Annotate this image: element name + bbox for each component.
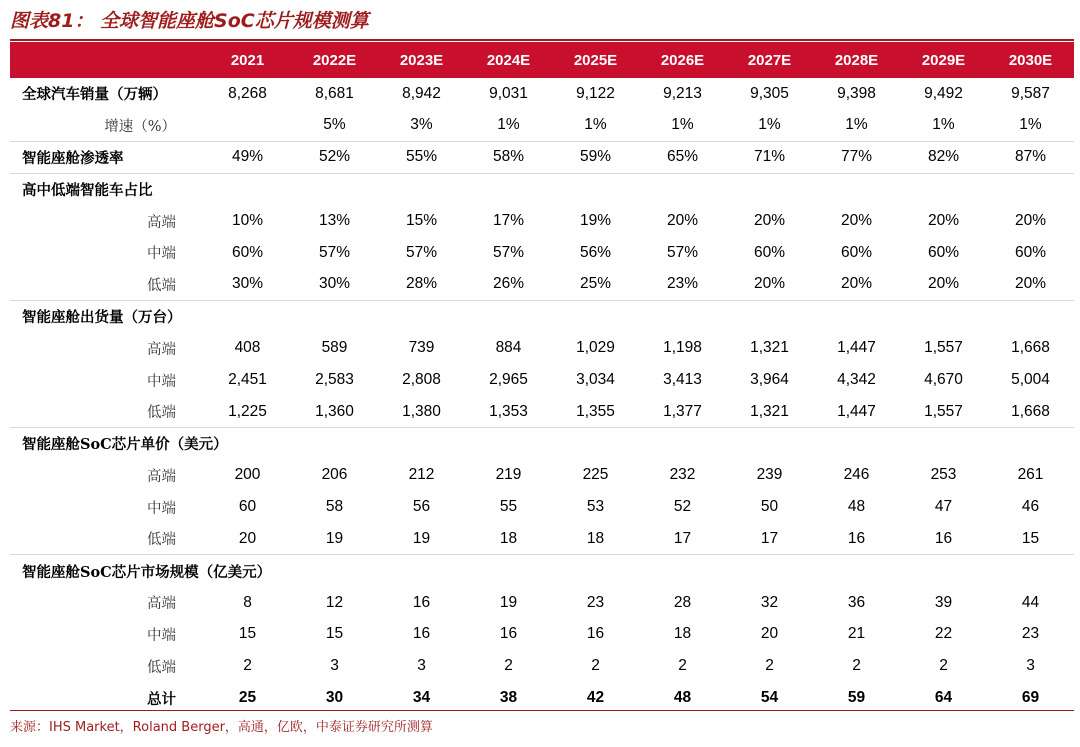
table-cell (639, 301, 726, 333)
header-cell: 2022E (291, 42, 378, 78)
table-cell: 55% (378, 142, 465, 174)
table-cell: 55 (499, 498, 518, 516)
table-cell: 212 (408, 466, 435, 484)
table-cell: 4,342 (837, 371, 876, 389)
table-cell: 239 (756, 466, 783, 484)
table-cell: 408 (234, 339, 261, 357)
table-cell: 53 (586, 498, 605, 516)
table-cell (900, 555, 987, 587)
table-cell: 3,964 (750, 371, 789, 389)
table-cell: 38 (499, 689, 518, 707)
table-cell: 10% (231, 212, 264, 230)
table-cell: 16 (900, 523, 987, 555)
title-divider (10, 39, 1074, 41)
row-label: 智能座舱出货量（万台） (22, 309, 182, 327)
row-label: 中端 (147, 373, 176, 390)
table-row (10, 332, 1074, 364)
table-cell (465, 173, 552, 205)
table-cell (552, 173, 639, 205)
table-cell: 1,029 (576, 339, 615, 357)
header-cell: 2027E (726, 42, 813, 78)
table-cell (552, 555, 639, 587)
table-cell: 1% (813, 110, 900, 142)
table-cell (726, 173, 813, 205)
table-cell: 28 (673, 593, 692, 611)
table-row (10, 269, 1074, 301)
table-cell (378, 428, 465, 460)
row-label: 中端 (147, 627, 176, 644)
table-cell (552, 428, 639, 460)
table-cell (900, 173, 987, 205)
table-cell (813, 428, 900, 460)
table-cell: 20% (1014, 212, 1047, 230)
table-cell: 1% (465, 110, 552, 142)
table-row (10, 364, 1074, 396)
table-row (10, 491, 1074, 523)
header-cell: 2029E (900, 42, 987, 78)
table-cell: 57% (492, 243, 525, 261)
table-cell: 20 (204, 523, 291, 555)
source-note: 来源：IHS Market，Roland Berger，高通，亿欧，中泰证券研究所测算 (10, 720, 433, 735)
table-cell (987, 173, 1074, 205)
table-cell: 3,034 (576, 371, 615, 389)
row-label: 高中低端智能车占比 (22, 182, 153, 200)
table-cell: 1,668 (1011, 339, 1050, 357)
table-row (10, 650, 1074, 682)
bottom-divider (10, 710, 1074, 711)
table-cell: 1,668 (987, 396, 1074, 428)
table-cell: 232 (669, 466, 696, 484)
row-label: 高端 (147, 341, 176, 358)
table-cell: 1,321 (726, 396, 813, 428)
table-cell: 884 (495, 339, 522, 357)
table-cell (204, 110, 291, 142)
row-label: 智能座舱渗透率 (10, 142, 204, 174)
row-label: 低端 (10, 269, 204, 301)
table-cell: 18 (465, 523, 552, 555)
table-cell: 42 (586, 689, 605, 707)
table-cell: 50 (760, 498, 779, 516)
table-cell: 58 (325, 498, 344, 516)
table-cell: 20 (760, 625, 779, 643)
table-cell: 1,198 (663, 339, 702, 357)
table-cell: 9,031 (489, 84, 528, 102)
table-cell: 16 (412, 593, 431, 611)
table-cell (900, 428, 987, 460)
table-cell: 56 (412, 498, 431, 516)
table-cell: 21 (847, 625, 866, 643)
table-cell: 1,225 (204, 396, 291, 428)
table-cell: 3 (417, 657, 426, 675)
table-cell (291, 301, 378, 333)
table-row (10, 619, 1074, 651)
table-cell: 28% (378, 269, 465, 301)
table-cell: 13% (318, 212, 351, 230)
table-cell: 26% (465, 269, 552, 301)
table-row (10, 110, 1074, 142)
header-row (10, 42, 1074, 78)
table-row (10, 301, 1074, 333)
table-row (10, 523, 1074, 555)
table-cell: 9,492 (924, 84, 963, 102)
table-cell: 60 (238, 498, 257, 516)
table-cell (813, 173, 900, 205)
table-cell: 12 (325, 593, 344, 611)
table-cell: 1,380 (378, 396, 465, 428)
table-cell: 15 (325, 625, 344, 643)
table-cell: 25% (552, 269, 639, 301)
table-cell (465, 555, 552, 587)
table-cell: 23 (586, 593, 605, 611)
table-cell: 739 (408, 339, 435, 357)
table-row (10, 555, 1074, 587)
table-cell: 65% (639, 142, 726, 174)
table-cell (291, 555, 378, 587)
table-cell: 5% (291, 110, 378, 142)
table-cell: 1,360 (291, 396, 378, 428)
row-label: 高端 (147, 468, 176, 485)
table-cell: 30% (291, 269, 378, 301)
table-cell: 16 (586, 625, 605, 643)
table-cell: 2 (591, 657, 600, 675)
table-cell: 17 (726, 523, 813, 555)
table-cell (726, 428, 813, 460)
table-cell: 9,305 (750, 84, 789, 102)
table-cell: 2,583 (315, 371, 354, 389)
table-cell: 47 (934, 498, 953, 516)
table-cell (987, 301, 1074, 333)
table-cell: 9,587 (1011, 84, 1050, 102)
table-row (10, 428, 1074, 460)
table-cell: 87% (987, 142, 1074, 174)
table-cell: 60% (1014, 243, 1047, 261)
soc-market-table (10, 42, 1074, 714)
row-label: 智能座舱SoC芯片单价（美元） (22, 436, 228, 454)
header-cell: 2025E (552, 42, 639, 78)
table-cell: 589 (321, 339, 348, 357)
table-cell: 36 (847, 593, 866, 611)
table-cell: 8,681 (315, 84, 354, 102)
table-cell (639, 428, 726, 460)
table-cell: 48 (673, 689, 692, 707)
table-row (10, 78, 1074, 110)
table-cell (204, 173, 291, 205)
table-cell (465, 428, 552, 460)
table-cell: 3 (1026, 657, 1035, 675)
table-cell: 60% (840, 243, 873, 261)
table-cell (291, 173, 378, 205)
table-cell: 4,670 (924, 371, 963, 389)
table-cell: 2,965 (489, 371, 528, 389)
table-cell: 225 (582, 466, 609, 484)
table-cell: 18 (552, 523, 639, 555)
table-cell: 59% (552, 142, 639, 174)
row-label: 高端 (147, 596, 176, 613)
table-cell: 48 (847, 498, 866, 516)
row-label: 低端 (147, 659, 176, 676)
table-cell: 44 (1021, 593, 1040, 611)
header-cell: 2026E (639, 42, 726, 78)
table-cell: 2,808 (402, 371, 441, 389)
table-cell: 30% (204, 269, 291, 301)
table-cell: 1,447 (813, 396, 900, 428)
table-cell: 52% (291, 142, 378, 174)
table-cell: 2 (852, 657, 861, 675)
table-cell: 64 (934, 689, 953, 707)
table-cell: 2 (678, 657, 687, 675)
table-cell: 2 (504, 657, 513, 675)
row-label: 增速（%） (10, 110, 204, 142)
table-cell: 8,942 (402, 84, 441, 102)
table-body (10, 78, 1074, 714)
table-cell: 1,557 (924, 339, 963, 357)
table-cell: 1% (552, 110, 639, 142)
table-cell: 19 (378, 523, 465, 555)
table-row (10, 237, 1074, 269)
table-row (10, 205, 1074, 237)
table-cell: 22 (934, 625, 953, 643)
table-cell: 5,004 (1011, 371, 1050, 389)
table-cell: 56% (579, 243, 612, 261)
table-cell: 57% (666, 243, 699, 261)
table-cell: 1,353 (465, 396, 552, 428)
table-cell: 15 (987, 523, 1074, 555)
table-cell: 219 (495, 466, 522, 484)
table-cell: 8 (243, 593, 252, 611)
table-cell: 19 (499, 593, 518, 611)
table-cell: 46 (1021, 498, 1040, 516)
row-label: 低端 (10, 396, 204, 428)
table-cell: 15% (405, 212, 438, 230)
table-cell (552, 301, 639, 333)
table-cell: 20% (813, 269, 900, 301)
table-cell: 9,122 (576, 84, 615, 102)
table-cell: 1,447 (837, 339, 876, 357)
table-cell (204, 301, 291, 333)
table-cell (291, 428, 378, 460)
table-cell: 32 (760, 593, 779, 611)
header-cell: 2021 (204, 42, 291, 78)
table-cell: 1,377 (639, 396, 726, 428)
table-cell: 58% (465, 142, 552, 174)
table-cell (639, 173, 726, 205)
table-cell: 1,321 (750, 339, 789, 357)
table-cell: 19 (291, 523, 378, 555)
table-cell: 59 (847, 689, 866, 707)
table-cell: 49% (204, 142, 291, 174)
table-cell (813, 301, 900, 333)
table-cell: 39 (934, 593, 953, 611)
row-label: 中端 (147, 246, 176, 263)
table-row (10, 460, 1074, 492)
table-cell: 1% (987, 110, 1074, 142)
table-cell: 20% (927, 212, 960, 230)
table-cell: 20% (753, 212, 786, 230)
table-cell: 77% (813, 142, 900, 174)
table-cell: 60% (753, 243, 786, 261)
table-cell: 15 (238, 625, 257, 643)
header-cell: 2024E (465, 42, 552, 78)
table-row (10, 396, 1074, 428)
table-cell: 23% (639, 269, 726, 301)
table-cell: 8,268 (228, 84, 267, 102)
table-cell (726, 555, 813, 587)
header-cell: 2023E (378, 42, 465, 78)
table-cell: 206 (321, 466, 348, 484)
table-cell: 20% (726, 269, 813, 301)
table-cell: 200 (234, 466, 261, 484)
table-cell (639, 555, 726, 587)
table-cell: 16 (412, 625, 431, 643)
table-cell: 57% (405, 243, 438, 261)
row-label: 高端 (147, 214, 176, 231)
table-cell (378, 173, 465, 205)
table-cell: 20% (900, 269, 987, 301)
table-cell: 3,413 (663, 371, 702, 389)
header-cell: 2028E (813, 42, 900, 78)
table-cell: 82% (900, 142, 987, 174)
table-cell: 60% (927, 243, 960, 261)
table-cell: 23 (1021, 625, 1040, 643)
table-cell: 25 (238, 689, 257, 707)
table-cell: 34 (412, 689, 431, 707)
table-cell: 18 (673, 625, 692, 643)
table-cell: 3% (378, 110, 465, 142)
table-cell: 20% (666, 212, 699, 230)
table-cell (378, 555, 465, 587)
table-cell: 1% (900, 110, 987, 142)
table-cell: 52 (673, 498, 692, 516)
table-cell: 9,398 (837, 84, 876, 102)
table-cell: 60% (231, 243, 264, 261)
table-cell (465, 301, 552, 333)
table-cell: 69 (1021, 689, 1040, 707)
table-cell: 3 (330, 657, 339, 675)
header-cell (10, 42, 204, 78)
table-cell: 261 (1017, 466, 1044, 484)
table-cell: 30 (325, 689, 344, 707)
table-row (10, 587, 1074, 619)
table-cell: 2,451 (228, 371, 267, 389)
table-cell: 71% (726, 142, 813, 174)
table-cell: 19% (579, 212, 612, 230)
table-row (10, 173, 1074, 205)
table-cell (900, 301, 987, 333)
row-label: 全球汽车销量（万辆） (22, 86, 167, 104)
table-row (10, 142, 1074, 174)
table-cell: 246 (843, 466, 870, 484)
table-cell: 253 (930, 466, 957, 484)
table-cell: 1,557 (900, 396, 987, 428)
table-cell: 16 (813, 523, 900, 555)
table-cell: 20% (987, 269, 1074, 301)
table-cell (987, 428, 1074, 460)
table-cell: 57% (318, 243, 351, 261)
table-cell (378, 301, 465, 333)
table-cell: 16 (499, 625, 518, 643)
row-label: 智能座舱SoC芯片市场规模（亿美元） (22, 563, 272, 581)
table-cell: 20% (840, 212, 873, 230)
table-cell: 9,213 (663, 84, 702, 102)
row-label: 总计 (147, 690, 176, 708)
table-cell: 54 (760, 689, 779, 707)
table-cell: 2 (939, 657, 948, 675)
table-cell (726, 301, 813, 333)
header-cell: 2030E (987, 42, 1074, 78)
row-label: 低端 (10, 523, 204, 555)
table-cell: 2 (243, 657, 252, 675)
table-cell: 1,355 (552, 396, 639, 428)
table-cell (813, 555, 900, 587)
figure-title: 图表81： 全球智能座舱SoC芯片规模测算 (10, 10, 369, 32)
table-cell: 17 (639, 523, 726, 555)
table-cell (987, 555, 1074, 587)
table-cell: 2 (765, 657, 774, 675)
row-label: 中端 (147, 500, 176, 517)
table-cell: 1% (726, 110, 813, 142)
table-cell: 1% (639, 110, 726, 142)
table-cell: 17% (492, 212, 525, 230)
